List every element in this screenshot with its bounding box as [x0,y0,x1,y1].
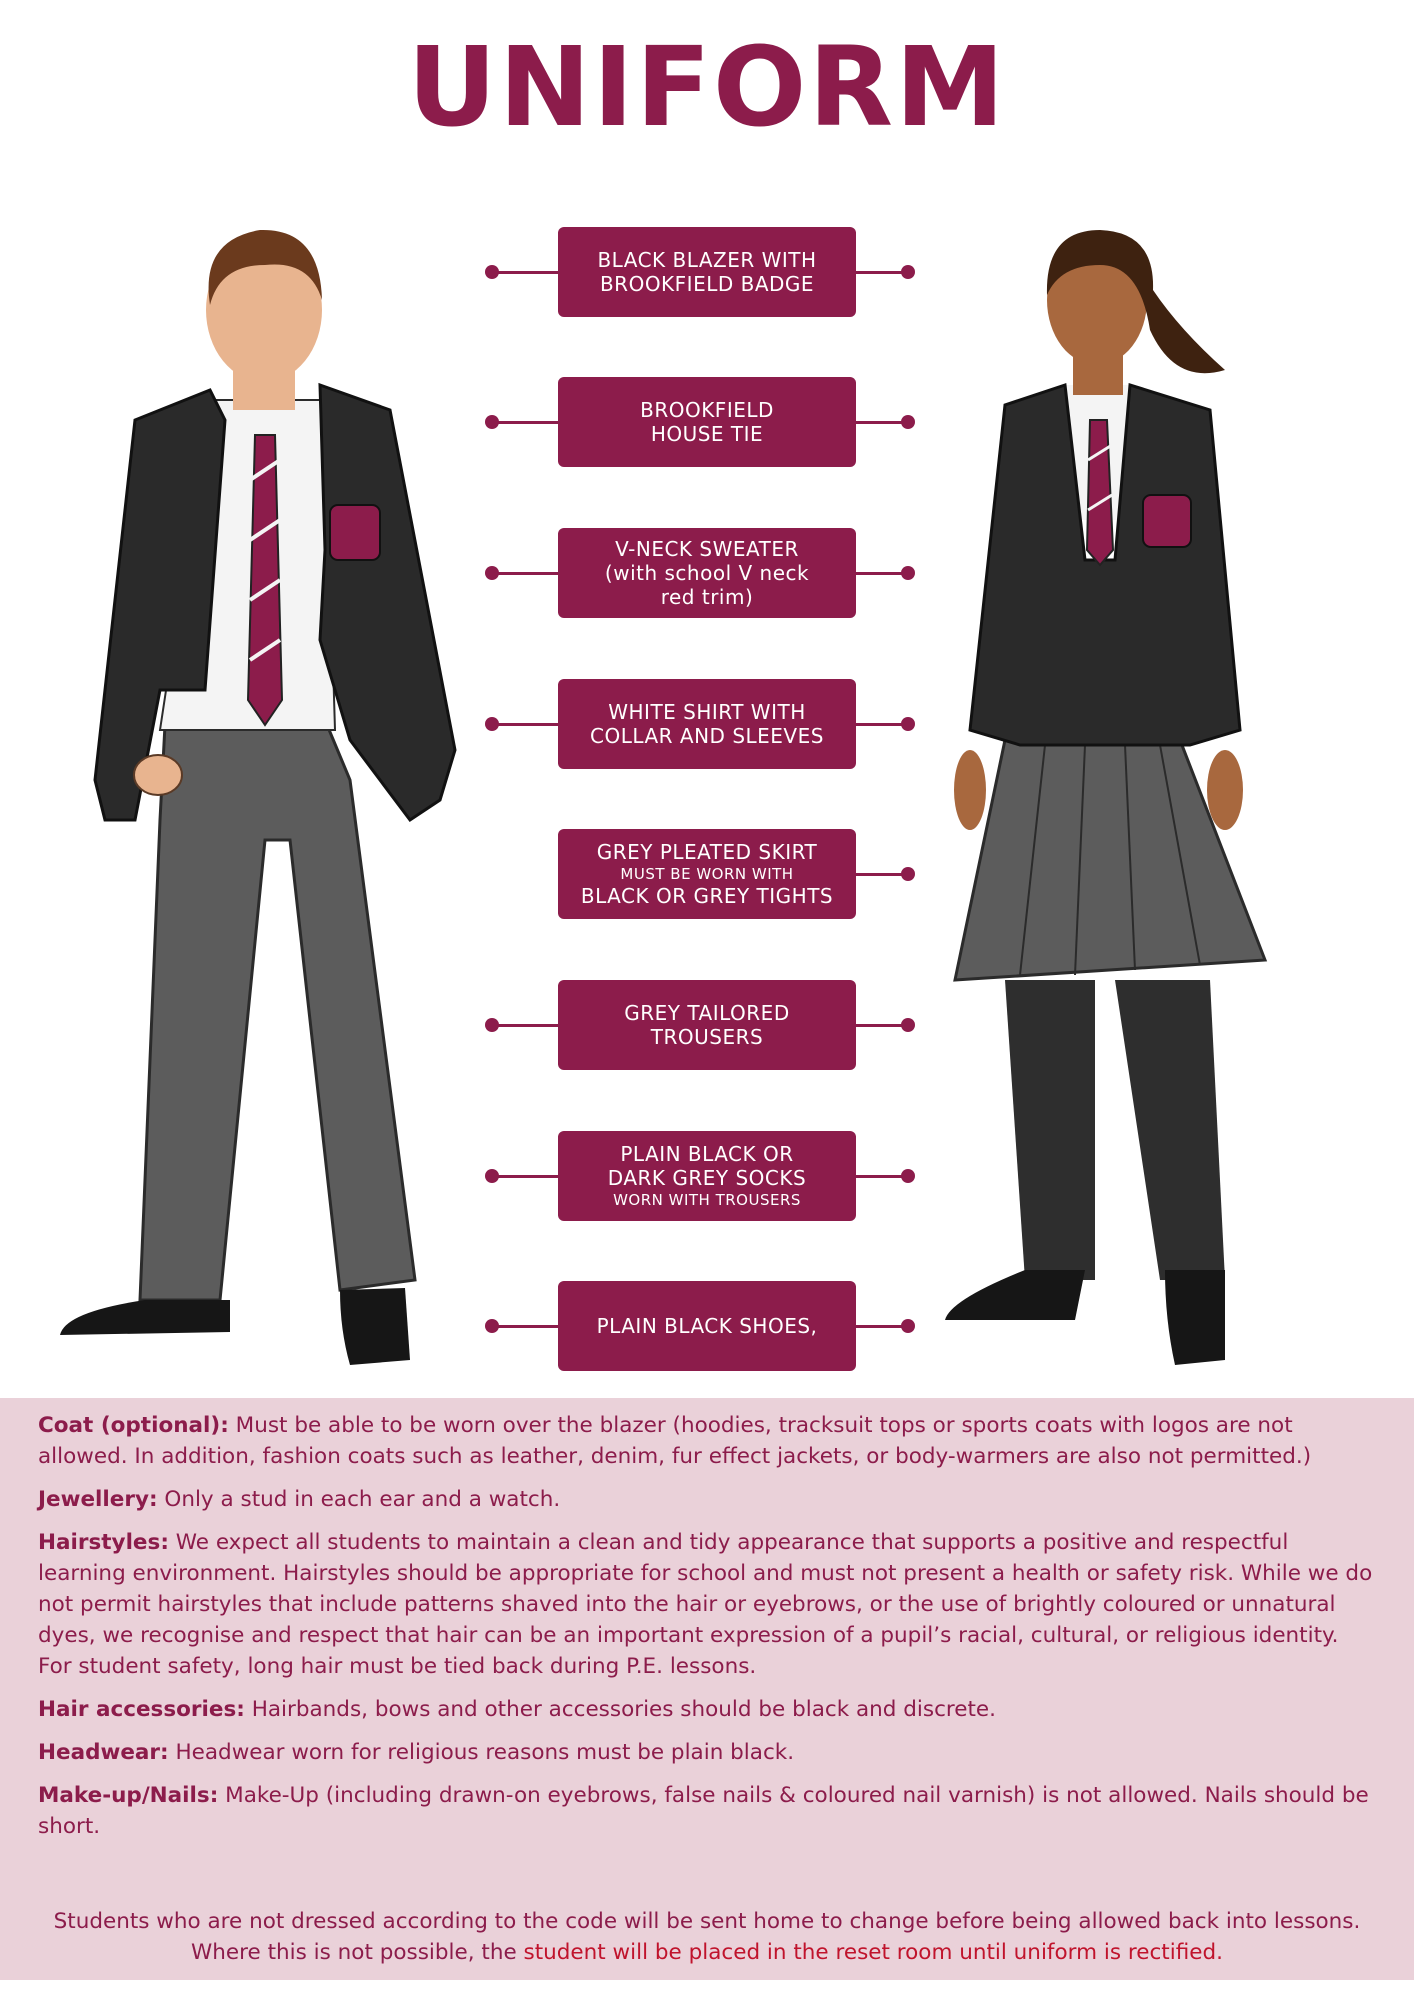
connector-dot-right [901,415,915,429]
label-line: WHITE SHIRT WITH [608,700,806,724]
girl-shoe-left [945,1270,1085,1320]
uniform-item-label [558,1131,856,1221]
connector-dot-right [901,566,915,580]
label-line: red trim) [660,585,754,609]
uniform-item-label [558,679,856,769]
rule-jewellery: Jewellery: Only a stud in each ear and a watch. [38,1487,561,1512]
connector-dot-right [901,717,915,731]
uniform-item-label [558,377,856,467]
rule-hair-accessories: Hair accessories: Hairbands, bows and other accessories should be black and discrete. [38,1697,996,1722]
connector-dot-right [901,1319,915,1333]
uniform-rules-panel [0,1398,1414,1980]
connector-dot-left [485,415,499,429]
label-line: GREY PLEATED SKIRT [596,840,818,864]
girl-hand-left [954,750,986,830]
boy-shoe-left [60,1300,230,1335]
connector-dot-left [485,717,499,731]
label-line: COLLAR AND SLEEVES [590,724,824,748]
footer-warning: student will be placed in the reset room until uniform is rectified. [523,1940,1223,1965]
connector-line-left [492,572,558,575]
boy-blazer-badge [330,505,380,560]
label-line: DARK GREY SOCKS [607,1166,807,1190]
connector-dot-left [485,566,499,580]
connector-line-left [492,1175,558,1178]
connector-line-left [492,723,558,726]
rule-headwear: Headwear: Headwear worn for religious reasons must be plain black. [38,1740,795,1765]
label-line: HOUSE TIE [650,422,764,446]
label-line: PLAIN BLACK OR [620,1142,794,1166]
connector-dot-left [485,1319,499,1333]
uniform-item-label [558,227,856,317]
uniform-item-label [558,980,856,1070]
connector-dot-right [901,265,915,279]
boy-trousers [140,720,415,1300]
label-line: (with school V neck [604,561,810,585]
rule-makeup-nails: Make-up/Nails: Make-Up (including drawn-on eyebrows, false nails & coloured nail varnish) is not allowed. Nails should be short. [38,1783,1369,1839]
connector-line-left [492,271,558,274]
connector-dot-right [901,867,915,881]
boy-hand [134,755,182,795]
uniform-item-label [558,829,856,919]
connector-line-left [492,1325,558,1328]
label-line: V-NECK SWEATER [615,537,799,561]
label-note: WORN WITH TROUSERS [613,1191,801,1209]
connector-dot-left [485,1018,499,1032]
page-title: UNIFORM [407,23,1007,151]
label-note: MUST BE WORN WITH [620,865,794,883]
girl-uniform-illustration [925,220,1285,1380]
label-line: GREY TAILORED [624,1001,790,1025]
rule-coat: Coat (optional): Must be able to be worn over the blazer (hoodies, tracksuit tops or sports coats with logos are not allowed. In addition, fashion coats such as leather, denim, fur effect jackets, or body-warmers are also not permitted.) [38,1413,1312,1469]
label-line: TROUSERS [650,1025,764,1049]
connector-line-left [492,1024,558,1027]
uniform-item-label [558,528,856,618]
girl-shoe-right [1165,1270,1225,1365]
connector-dot-left [485,265,499,279]
label-line: BLACK BLAZER WITH [597,248,817,272]
label-line: BLACK OR GREY TIGHTS [580,884,834,908]
label-line: BROOKFIELD [640,398,774,422]
boy-uniform-illustration [50,220,490,1380]
girl-hand-right [1207,750,1243,830]
connector-dot-right [901,1018,915,1032]
rule-hairstyles: Hairstyles: We expect all students to maintain a clean and tidy appearance that supports a positive and respectful learning environment. Hairstyles should be appropriate for school and must not present a health or safety risk. While we do not permit hairstyles that include patterns shaved into the hair or eyebrows, or the use of brightly coloured or unnatural dyes, we recognise and respect that hair can be an important expression of a pupil’s racial, cultural, or religious identity. For student safety, long hair must be tied back during P.E. lessons. [38,1530,1373,1679]
label-line: BROOKFIELD BADGE [599,272,815,296]
uniform-item-label [558,1281,856,1371]
connector-dot-right [901,1169,915,1183]
boy-shoe-right [340,1288,410,1365]
connector-line-left [492,421,558,424]
label-line: PLAIN BLACK SHOES, [596,1314,818,1338]
girl-blazer-badge [1143,495,1191,547]
girl-tights [1005,980,1095,1280]
connector-dot-left [485,1169,499,1183]
footer-note: Students who are not dressed according to the code will be sent home to change before being allowed back into lessons. Where this is not possible, the student will be placed in the reset room until uniform is rectified. [53,1909,1361,1965]
